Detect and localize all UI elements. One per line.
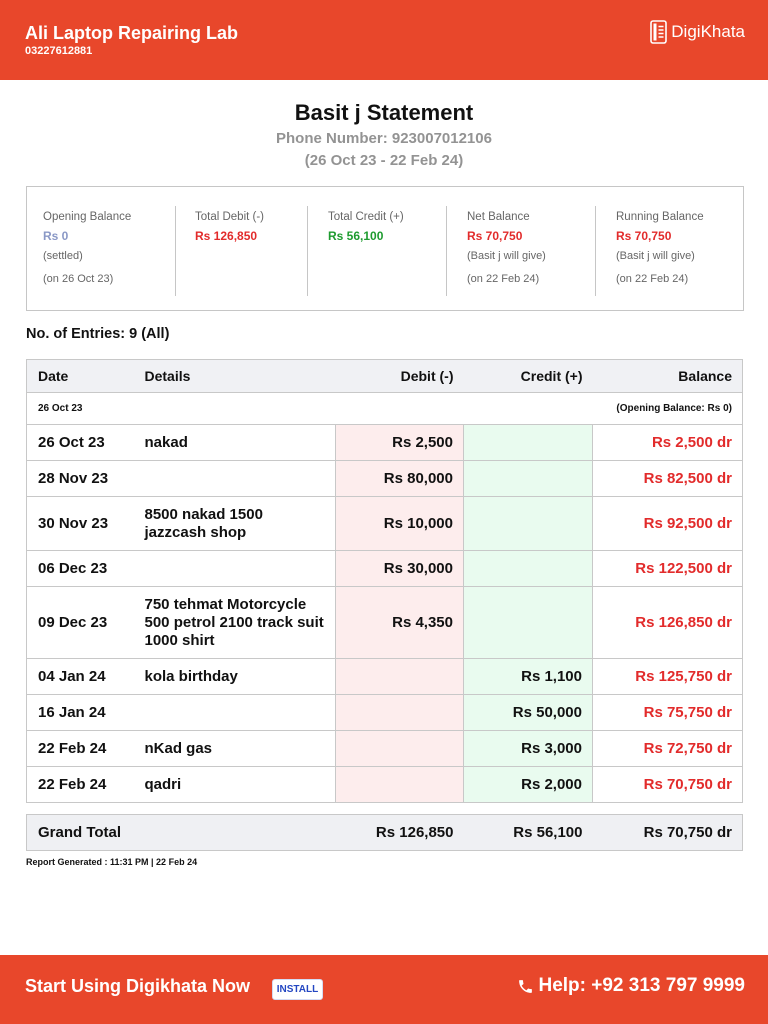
entry-credit: [464, 425, 593, 461]
table-row: [27, 695, 743, 731]
summary-status: (Basit j will give): [616, 250, 695, 262]
entry-credit: [464, 587, 593, 659]
column-header-debit: Debit (-): [336, 360, 464, 393]
entry-balance: Rs 125,750 dr: [593, 659, 743, 695]
summary-date: (on 26 Oct 23): [43, 273, 114, 285]
entry-debit: [336, 731, 464, 767]
entry-credit: Rs 3,000: [464, 731, 593, 767]
app-header: [0, 0, 768, 80]
entry-debit: Rs 10,000: [336, 497, 464, 551]
entry-credit: [464, 497, 593, 551]
entry-date: 06 Dec 23: [27, 551, 135, 587]
entries-count: No. of Entries: 9 (All): [26, 326, 170, 342]
entry-debit: Rs 30,000: [336, 551, 464, 587]
entry-credit: Rs 2,000: [464, 767, 593, 803]
entry-debit: Rs 80,000: [336, 461, 464, 497]
opening-date: 26 Oct 23: [27, 393, 135, 425]
digikhata-logo: [650, 20, 745, 44]
entry-date: 04 Jan 24: [27, 659, 135, 695]
phone-icon: [517, 978, 534, 995]
summary-label: Net Balance: [467, 211, 530, 223]
summary-divider: [307, 206, 308, 296]
summary-divider: [595, 206, 596, 296]
install-button[interactable]: INSTALL: [272, 979, 323, 1000]
footer-cta-text: Start Using Digikhata Now: [25, 976, 251, 996]
entry-debit: Rs 2,500: [336, 425, 464, 461]
summary-label: Total Credit (+): [328, 211, 404, 223]
entry-details-cell: [135, 695, 336, 731]
entry-balance: Rs 82,500 dr: [593, 461, 743, 497]
summary-amount: Rs 126,850: [195, 229, 258, 243]
table-row: [27, 497, 743, 551]
grand-total-debit: Rs 126,850: [336, 815, 464, 851]
table-row: [27, 425, 743, 461]
summary-date: (on 22 Feb 24): [467, 273, 540, 285]
entry-debit: [336, 767, 464, 803]
entry-details: 750 tehmat Motorcycle 500 petrol 2100 track suit 1000 shirt: [144, 595, 324, 649]
promo-footer: [0, 955, 768, 1024]
entry-credit: [464, 551, 593, 587]
opening-balance-row: [27, 393, 743, 425]
summary-date: (on 22 Feb 24): [616, 273, 689, 285]
summary-divider: [446, 206, 447, 296]
table-row: [27, 767, 743, 803]
summary-amount: Rs 0: [43, 229, 69, 243]
grand-total-balance: Rs 70,750 dr: [593, 815, 743, 851]
entry-debit: Rs 4,350: [336, 587, 464, 659]
entry-balance: Rs 75,750 dr: [593, 695, 743, 731]
opening-balance-text: (Opening Balance: Rs 0): [135, 393, 743, 425]
entry-details-cell: [135, 731, 336, 767]
table-row: [27, 461, 743, 497]
summary-amount: Rs 70,750: [616, 229, 672, 243]
entry-credit: Rs 1,100: [464, 659, 593, 695]
summary-label: Total Debit (-): [195, 211, 265, 223]
entry-date: 22 Feb 24: [27, 731, 135, 767]
entry-balance: Rs 72,750 dr: [593, 731, 743, 767]
entry-balance: Rs 122,500 dr: [593, 551, 743, 587]
summary-box: [26, 186, 744, 311]
summary-label: Running Balance: [616, 211, 704, 223]
column-header-date: Date: [27, 360, 135, 393]
entry-balance: Rs 2,500 dr: [593, 425, 743, 461]
entry-details-cell: [135, 767, 336, 803]
entry-details: kola birthday: [144, 667, 238, 685]
entry-date: 22 Feb 24: [27, 767, 135, 803]
entry-details: nKad gas: [144, 739, 213, 757]
statement-period: (26 Oct 23 - 22 Feb 24): [304, 152, 464, 169]
entry-debit: [336, 659, 464, 695]
entry-balance: Rs 92,500 dr: [593, 497, 743, 551]
grand-total-row: [27, 815, 743, 851]
entry-balance: Rs 70,750 dr: [593, 767, 743, 803]
business-phone: 03227612881: [25, 45, 93, 57]
entry-details: qadri: [144, 775, 182, 793]
column-header-details: Details: [135, 360, 336, 393]
entry-details-cell: [135, 587, 336, 659]
entry-details-cell: [135, 425, 336, 461]
table-header-row: [27, 360, 743, 393]
entry-details-cell: [135, 497, 336, 551]
customer-phone-number: Phone Number: 923007012106: [276, 130, 492, 147]
entry-credit: [464, 461, 593, 497]
table-row: [27, 551, 743, 587]
entry-details: nakad: [144, 433, 188, 451]
entry-debit: [336, 695, 464, 731]
entry-details-cell: [135, 659, 336, 695]
help-phone-text: Help: +92 313 797 9999: [538, 975, 745, 996]
report-generated-timestamp: Report Generated : 11:31 PM | 22 Feb 24: [26, 857, 198, 867]
summary-status: (settled): [43, 250, 83, 262]
entry-date: 26 Oct 23: [27, 425, 135, 461]
ledger-icon: [650, 20, 667, 44]
entry-details-cell: [135, 461, 336, 497]
entry-credit: Rs 50,000: [464, 695, 593, 731]
grand-total-credit: Rs 56,100: [464, 815, 593, 851]
statement-title: Basit j Statement: [294, 100, 474, 125]
entry-date: 09 Dec 23: [27, 587, 135, 659]
grand-total-label: Grand Total: [27, 815, 336, 851]
summary-status: (Basit j will give): [467, 250, 546, 262]
business-name: Ali Laptop Repairing Lab: [25, 23, 239, 43]
entry-details-cell: [135, 551, 336, 587]
summary-amount: Rs 56,100: [328, 229, 384, 243]
grand-total-table: [26, 814, 743, 851]
logo-text: DigiKhata: [671, 22, 745, 41]
ledger-table: [26, 359, 743, 803]
summary-label: Opening Balance: [43, 211, 132, 223]
summary-amount: Rs 70,750: [467, 229, 523, 243]
column-header-balance: Balance: [593, 360, 743, 393]
entry-details: 8500 nakad 1500 jazzcash shop: [144, 505, 263, 541]
table-row: [27, 587, 743, 659]
entry-balance: Rs 126,850 dr: [593, 587, 743, 659]
summary-divider: [175, 206, 176, 296]
table-row: [27, 731, 743, 767]
column-header-credit: Credit (+): [464, 360, 593, 393]
table-row: [27, 659, 743, 695]
entry-date: 28 Nov 23: [27, 461, 135, 497]
help-contact-link[interactable]: [517, 975, 745, 997]
entry-date: 16 Jan 24: [27, 695, 135, 731]
entry-date: 30 Nov 23: [27, 497, 135, 551]
